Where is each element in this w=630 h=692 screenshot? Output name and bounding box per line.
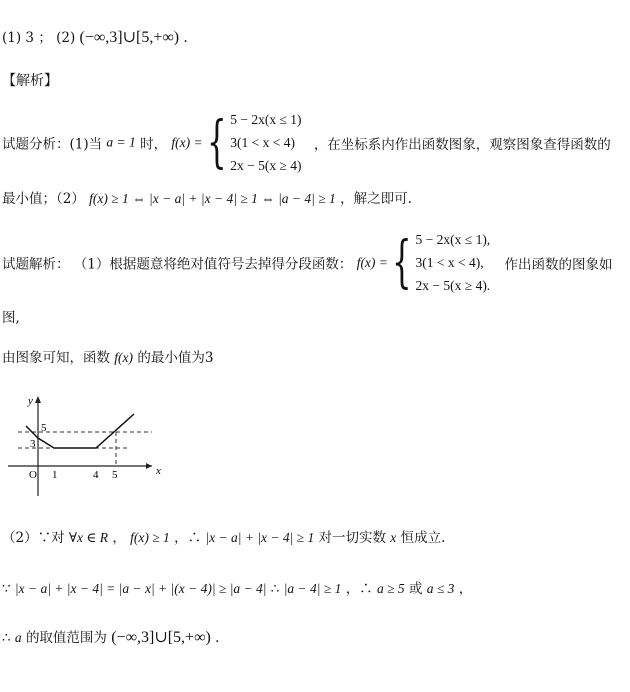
- solution-prefix: 试题解析： （1）根据题意将绝对值符号去掉得分段函数：: [2, 256, 353, 273]
- case-3: 2x − 5(x ≥ 4): [230, 158, 302, 173]
- analysis-mid: 时，: [140, 136, 168, 153]
- case-2: 3(1 < x < 4),: [415, 255, 484, 270]
- therefore: ∴: [2, 630, 11, 646]
- solution-piecewise: [357, 228, 491, 297]
- analysis-piecewise: [171, 108, 301, 177]
- part2-line-2: [2, 577, 472, 597]
- analysis2-expr: f(x) ≥ 1 ⇔ |x − a| + |x − 4| ≥ 1 ⇔ |a − 4| ≥ 1: [89, 191, 336, 206]
- var-a: a: [14, 630, 22, 645]
- final-interval: (−∞,3]∪[5,+∞): [111, 629, 211, 646]
- origin-label: O: [29, 469, 37, 481]
- analysis-line-1: [2, 108, 611, 177]
- y5-label: 5: [41, 422, 47, 434]
- abs-expr: |x − a| + |x − 4| ≥ 1: [205, 530, 315, 545]
- part2-line-1: [2, 526, 445, 546]
- y-label: y: [28, 395, 33, 407]
- analysis-heading: 【解析】: [2, 73, 58, 89]
- because: ∵: [2, 581, 11, 597]
- x-label: x: [156, 465, 161, 477]
- x1-label: 1: [52, 469, 58, 481]
- answer-separator: ；: [38, 30, 52, 46]
- analysis-suffix: ，在坐标系内作出函数图象，观察图象查得函数的: [313, 136, 611, 153]
- case-1: 5 − 2x(x ≤ 1),: [415, 232, 491, 247]
- left-brace: {: [391, 229, 412, 295]
- final-end: .: [215, 630, 220, 646]
- analysis2-suffix: ，解之即可.: [340, 191, 412, 207]
- therefore-2: ，∴: [345, 581, 373, 597]
- analysis2-prefix: 最小值；（2）: [2, 191, 85, 207]
- function-graph: [2, 392, 170, 500]
- text-suffix: 恒成立.: [400, 530, 446, 546]
- x5-label: 5: [112, 469, 118, 481]
- answer-line: [2, 26, 188, 47]
- solution-cases: [416, 228, 491, 297]
- cond-a-le-3: a ≤ 3: [426, 581, 455, 596]
- solution-suffix: 作出函数的图象如: [504, 256, 613, 273]
- solution-fx: f(x) =: [356, 254, 388, 270]
- text: 对一切实数: [318, 530, 386, 546]
- solution-line-3: [2, 346, 213, 366]
- var-x: x: [390, 530, 397, 545]
- case-1: 5 − 2x(x ≤ 1): [230, 112, 302, 127]
- case-3: 2x − 5(x ≥ 4).: [415, 278, 491, 293]
- graph-background: [2, 392, 170, 500]
- therefore: ，∴: [174, 530, 202, 546]
- forall-expr: ∀x ∈ R: [68, 530, 109, 545]
- analysis-prefix: 试题分析：(1)当: [2, 136, 103, 153]
- part2-line-3: [2, 626, 219, 647]
- solution3-suffix: 的最小值为3: [137, 350, 214, 366]
- answer-part2-label: (2): [56, 30, 76, 46]
- part2-prefix: （2）∵对: [2, 530, 65, 546]
- abs-inequality: |a − 4| ≥ 1: [283, 581, 342, 596]
- condition-expr: f(x) ≥ 1: [130, 530, 170, 545]
- answer-part1: (1) 3: [2, 30, 35, 46]
- inequality-chain: |x − a| + |x − 4| = |a − x| + |(x − 4)| ≥ |a − 4|: [14, 581, 267, 596]
- x4-label: 4: [93, 469, 99, 481]
- range-text: 的取值范围为: [25, 630, 107, 646]
- therefore: ∴: [270, 581, 280, 597]
- line-end: ，: [458, 581, 473, 597]
- analysis-condition: a = 1: [106, 134, 136, 150]
- solution3-fx: f(x): [114, 350, 134, 365]
- analysis-fx: f(x) =: [171, 134, 203, 150]
- answer-interval: (−∞,3]∪[5,+∞): [79, 29, 180, 46]
- left-brace: {: [206, 109, 227, 175]
- analysis-line-2: [2, 187, 412, 207]
- cond-a-ge-5: a ≥ 5: [376, 581, 405, 596]
- solution-line-2: 图,: [2, 310, 20, 326]
- analysis-cases: [230, 108, 301, 177]
- y3-label: 3: [30, 438, 36, 450]
- solution-line-1: [2, 228, 612, 297]
- case-2: 3(1 < x < 4): [230, 135, 295, 150]
- or-word: 或: [408, 581, 423, 597]
- separator: ，: [112, 530, 126, 546]
- solution3-prefix: 由图象可知，函数: [2, 350, 110, 366]
- answer-end: .: [183, 30, 188, 46]
